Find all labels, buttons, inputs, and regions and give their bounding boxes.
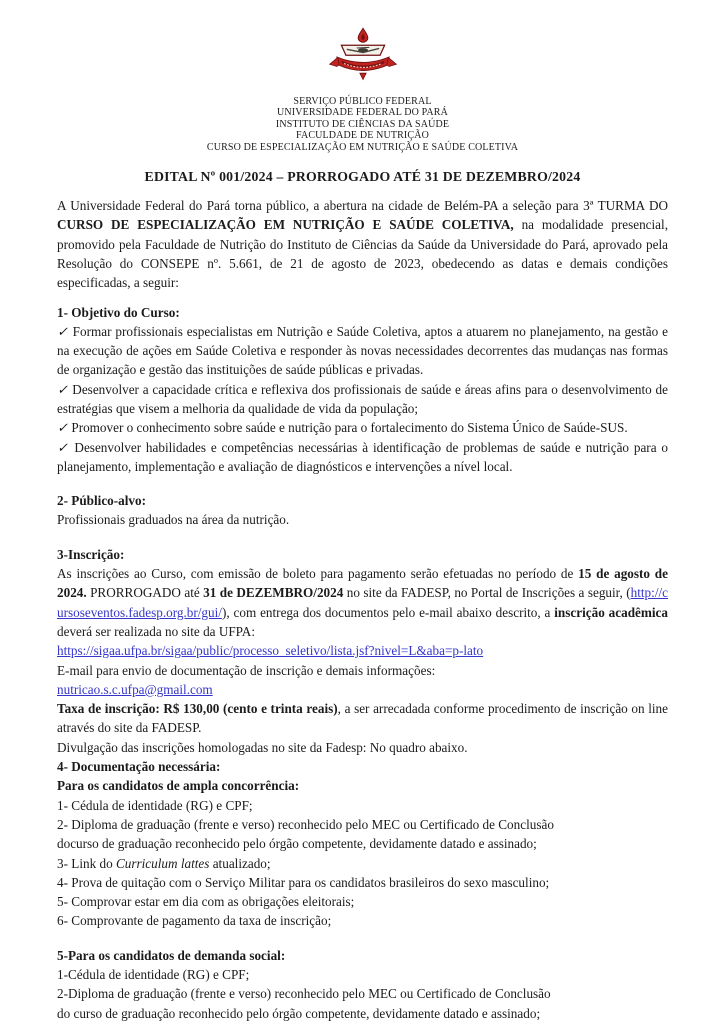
text-run: Desenvolver habilidades e competências necessárias à identificação de problemas de saúde e nutrição para o planejamento, implementação e avaliação de diagnósticos e intervenções a nível local. (57, 439, 668, 474)
text-run: Divulgação das inscrições homologadas no site da Fadesp: No quadro abaixo. (57, 739, 468, 755)
text-run: docurso de graduação reconhecido pelo órgão competente, devidamente datado e assinado; (57, 836, 537, 852)
hyperlink[interactable]: http://cursoseventos.fadesp.org.br/gui/ (57, 585, 669, 620)
text-run: Desenvolver a capacidade crítica e reflexiva dos profissionais de saúde e áreas afins para o desenvolvimento de estratégias que visem a melhoria da qualidade de vida da população; (57, 381, 668, 416)
demanda-item-2 (57, 984, 668, 1023)
section-2-heading (57, 491, 668, 510)
ampla-item-2 (57, 815, 668, 854)
section-5-heading (57, 946, 668, 965)
email-label-line (57, 661, 668, 680)
text-run: na modalidade presencial, promovido pela Faculdade de Nutrição do Instituto de Ciências da Saúde da Universidade do Pará, aprovado pela Resolução do CONSEPE nº. 5.661, de 21 de agosto de 2023, obedecendo as datas e demais condições especificadas, a seguir: (57, 217, 668, 291)
ampla-item-4 (57, 873, 668, 892)
org-line: INSTITUTO DE CIÊNCIAS DA SAÚDE (275, 118, 450, 130)
homologation-line (57, 738, 668, 757)
objective-item (57, 438, 668, 477)
document-body (57, 196, 668, 1023)
text-run: inscrição acadêmica (554, 604, 668, 620)
text-run: 31 de DEZEMBRO/2024 (203, 585, 344, 601)
ampla-subheading (57, 776, 668, 795)
text-run: do curso de graduação reconhecido pelo órgão competente, devidamente datado e assinado; (57, 1005, 541, 1021)
text-run: 1-Cédula de identidade (RG) e CPF; (57, 967, 250, 983)
text-run: Taxa de inscrição: R$ 130,00 (cento e trinta reais) (57, 701, 338, 717)
text-run: 4- Prova de quitação com o Serviço Militar para os candidatos brasileiros do sexo masculino; (57, 874, 550, 890)
text-run: 6- Comprovante de pagamento da taxa de inscrição; (57, 913, 332, 929)
text-run: As inscrições ao Curso, com emissão de boleto para pagamento serão efetuadas no período de (57, 566, 579, 582)
text-run: 5-Para os candidatos de demanda social: (57, 947, 286, 963)
org-line: SERVIÇO PÚBLICO FEDERAL (293, 96, 432, 107)
objective-item (57, 322, 668, 380)
text-run: 2- Diploma de graduação (frente e verso) reconhecido pelo MEC ou Certificado de Conclusão (57, 816, 554, 832)
text-run: E-mail para envio de documentação de inscrição e demais informações: (57, 662, 436, 678)
text-run: Para os candidatos de ampla concorrência: (57, 778, 300, 794)
text-run: Promover o conhecimento sobre saúde e nutrição para o fortalecimento do Sistema Único de Saúde-SUS. (68, 420, 628, 436)
logo-container (57, 26, 668, 93)
ampla-item-6 (57, 911, 668, 930)
section-3-heading (57, 545, 668, 564)
section-1-heading (57, 303, 668, 322)
text-run: 1- Cédula de identidade (RG) e CPF; (57, 797, 253, 813)
inscription-paragraph (57, 564, 668, 641)
intro-paragraph (57, 196, 668, 292)
checkmark-icon: ✓ (57, 420, 69, 436)
checkmark-icon: ✓ (57, 439, 70, 455)
edital-title: EDITAL Nº 001/2024 – PRORROGADO ATÉ 31 DE DEZEMBRO/2024 (144, 169, 581, 185)
text-run: 2-Diploma de graduação (frente e verso) reconhecido pelo MEC ou Certificado de Conclusão (57, 986, 551, 1002)
text-run: PRORROGADO até (86, 585, 204, 601)
text-run: 3-Inscrição: (57, 546, 125, 562)
text-run: deverá ser realizada no site da UFPA: (57, 623, 255, 639)
text-run: CURSO DE ESPECIALIZAÇÃO EM NUTRIÇÃO E SAÚDE COLETIVA, (57, 217, 514, 233)
section-4-heading (57, 757, 668, 776)
text-run: 15 de agosto de 2024. (57, 566, 668, 601)
checkmark-icon: ✓ (57, 381, 69, 397)
hyperlink[interactable]: nutricao.s.c.ufpa@gmail.com (57, 681, 213, 697)
fee-paragraph (57, 699, 668, 738)
text-run: 2- Público-alvo: (57, 493, 147, 509)
org-lines (57, 96, 668, 153)
org-line: FACULDADE DE NUTRIÇÃO (296, 130, 429, 142)
objective-item (57, 380, 668, 419)
objective-item (57, 418, 668, 437)
checkmark-icon: ✓ (57, 323, 69, 339)
text-run: Formar profissionais especialistas em Nutrição e Saúde Coletiva, aptos a atuarem no planejamento, na gestão e na execução de ações em Saúde Coletiva e responder às novas necessidades decorrentes das mudanças nas formas de organização e gestão das instituições de saúde públicas e privadas. (57, 323, 668, 378)
document-header (57, 26, 668, 153)
text-run: A Universidade Federal do Pará torna público, a abertura na cidade de Belém-PA a seleção para 3ª TURMA DO (57, 198, 668, 214)
target-audience (57, 510, 668, 529)
ufpa-crest-icon (327, 26, 399, 93)
text-run: 5- Comprovar estar em dia com as obrigações eleitorais; (57, 894, 355, 910)
ampla-item-5 (57, 892, 668, 911)
hyperlink[interactable]: https://sigaa.ufpa.br/sigaa/public/processo_seletivo/lista.jsf?nivel=L&aba=p-lato (57, 643, 484, 659)
sigaa-link-line (57, 641, 668, 660)
text-run: Curriculum lattes (115, 855, 210, 871)
org-line: CURSO DE ESPECIALIZAÇÃO EM NUTRIÇÃO E SAÚDE COLETIVA (206, 141, 519, 153)
demanda-item-1 (57, 965, 668, 984)
text-run: , a ser arrecadada conforme procedimento de inscrição on line através do site da FADESP. (57, 701, 668, 736)
text-run: atualizado; (209, 855, 271, 871)
ampla-item-3 (57, 854, 668, 873)
ampla-item-1 (57, 796, 668, 815)
text-run: ), com entrega dos documentos pelo e-mail abaixo descrito, a (221, 604, 555, 620)
text-run: Profissionais graduados na área da nutrição. (57, 512, 290, 528)
text-run: 4- Documentação necessária: (57, 759, 221, 775)
org-line: UNIVERSIDADE FEDERAL DO PARÁ (277, 107, 448, 119)
email-link-line (57, 680, 668, 699)
text-run: no site da FADESP, no Portal de Inscrições a seguir, ( (343, 585, 631, 601)
text-run: 1- Objetivo do Curso: (57, 304, 180, 320)
text-run: 3- Link do (57, 855, 116, 871)
